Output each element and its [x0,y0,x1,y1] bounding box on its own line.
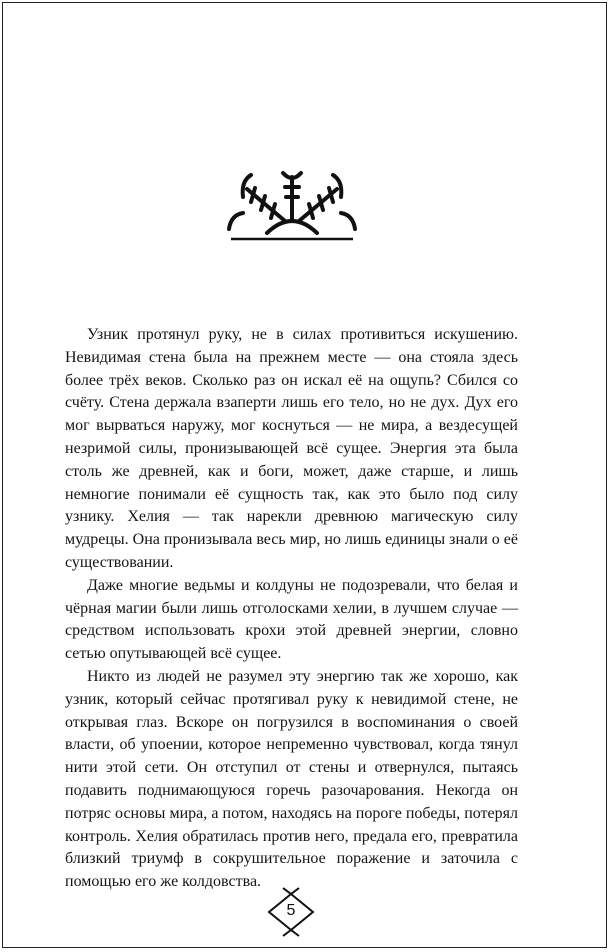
paragraph: Никто из людей не разумел эту энергию так же хорошо, как узник, который сейчас протягивал руку к невидимой стене, не открывая глаз. Вскоре он погрузился в воспоминания о своей власти, об упоении, которое непременно чувствовал, когда тянул нити этой сети. Он отступил от стены и отвернулся, пытаясь подавить поднимающуюся горечь разочарования. Некогда он потряс основы мира, а потом, находясь на пороге победы, потерял контроль. Хелия обратилась против него, предала его, превратила близкий триумф в сокрушительное поражение и заточила с помощью его же колдовства. [65,667,518,891]
rune-helm-icon [227,167,357,245]
paragraph: Узник протянул руку, не в силах противиться искушению. Невидимая стена была на прежнем месте — она стояла здесь более трёх веков. Сколько раз он искал её на ощупь? Сбился со счёту. Стена держала взаперти лишь его тело, но не дух. Дух его мог вырваться наружу, мог коснуться — не мира, а вездесущей незримой силы, пронизывающей всё сущее. Энергия эта была столь же древней, как и боги, может, даже старше, и лишь немногие понимали её сущность так, как это было под силу узнику. Хелия — так нарекли древнюю магическую силу мудрецы. Она пронизывала весь мир, но лишь единицы знали о её существовании. [65,326,518,571]
page-number: 5 [286,902,296,919]
page-number-badge [265,887,317,937]
book-page [2,2,607,948]
body-text [65,324,518,894]
paragraph: Даже многие ведьмы и колдуны не подозревали, что белая и чёрная магии были лишь отголосками хелии, в лучшем случае — средством использовать крохи этой древней энергии, словно сетью опутывающей всё сущее. [65,576,518,663]
